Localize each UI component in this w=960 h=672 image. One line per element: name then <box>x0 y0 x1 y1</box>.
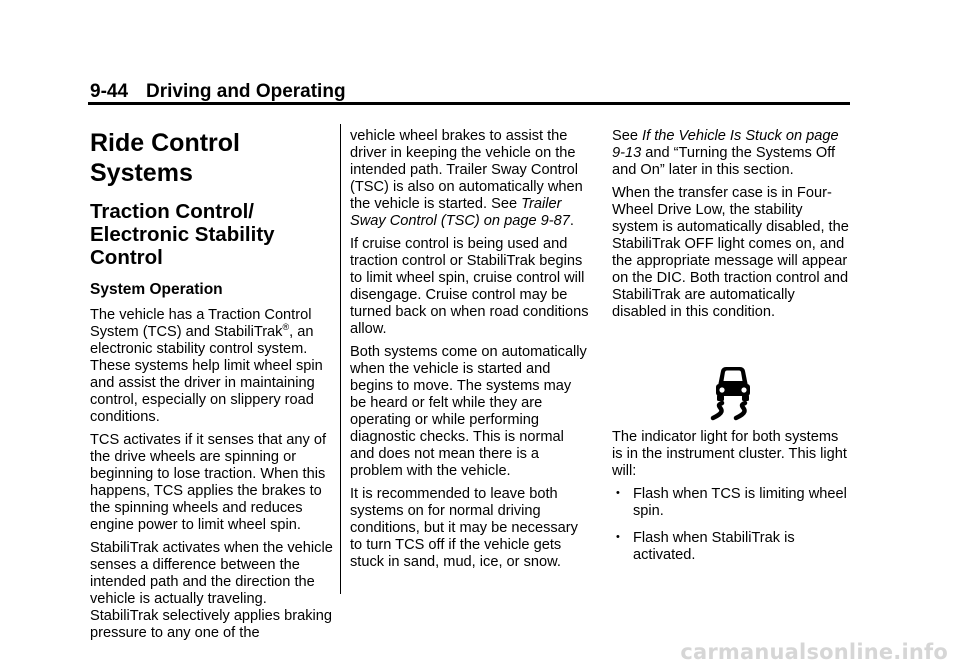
column-divider <box>340 124 341 594</box>
cross-reference: Trailer Sway Control (TSC) on page 9-87 <box>350 196 570 229</box>
car-skid-icon <box>708 363 758 421</box>
page-title: Ride Control Systems <box>90 129 240 187</box>
section-heading-line-2: Electronic Stability <box>90 223 275 246</box>
page-header <box>90 81 346 103</box>
list-item-text: Flash when StabiliTrak is activated. <box>633 530 795 563</box>
paragraph-text: , an electronic stability control system. These systems help limit wheel spin and assist the driver in maintaining control, especially on slippery road conditions. <box>90 324 323 425</box>
bullet-glyph: • <box>616 487 620 499</box>
bullet-list <box>612 486 852 564</box>
paragraph: If cruise control is being used and traction control or StabiliTrak begins to limit wheel spin, cruise control will disengage. Cruise control may be turned back on when road conditions allow. <box>350 236 589 337</box>
column-1 <box>90 128 335 642</box>
column-2 <box>350 128 590 571</box>
paragraph: TCS activates if it senses that any of the drive wheels are spinning or beginning to lose traction. When this happens, TCS applies the brakes to the spinning wheels and reduces engine power to limit wheel spin. <box>90 432 327 533</box>
section-title: Driving and Operating <box>146 81 346 102</box>
paragraph <box>350 128 590 230</box>
list-item <box>612 486 852 520</box>
stabilitrak-indicator-icon <box>708 363 852 429</box>
column-3 <box>612 128 852 574</box>
paragraph-text: . <box>569 213 574 229</box>
paragraph-text: See <box>612 128 643 144</box>
paragraph <box>612 128 852 179</box>
paragraph: StabiliTrak activates when the vehicle senses a difference between the intended path and the direction the vehicle is actually traveling. StabiliTrak selectively applies braking pressure to any one of the <box>90 540 333 641</box>
bullet-glyph: • <box>616 531 620 543</box>
watermark: carmanualsonline.info <box>680 640 948 664</box>
paragraph: The indicator light for both systems is in the instrument cluster. This light will: <box>612 429 847 479</box>
paragraph: Both systems come on automatically when the vehicle is started and begins to move. The systems may be heard or felt while they are operating or while performing diagnostic checks. This is normal and does not mean there is a problem with the vehicle. <box>350 344 587 479</box>
section-heading-line-1: Traction Control/ <box>90 200 254 223</box>
paragraph-text: vehicle wheel brakes to assist the driver in keeping the vehicle on the intended path. Trailer Sway Control (TSC) is also on automatically when the vehicle is started. See <box>350 128 583 212</box>
paragraph-text: and “Turning the Systems Off and On” later in this section. <box>612 145 836 178</box>
paragraph-text: The vehicle has a Traction Control System (TCS) and StabiliTrak <box>90 307 312 340</box>
header-rule <box>88 102 850 105</box>
section-heading-line-3: Control <box>90 246 163 269</box>
list-item-text: Flash when TCS is limiting wheel spin. <box>633 486 847 519</box>
paragraph: It is recommended to leave both systems on for normal driving conditions, but it may be necessary to turn TCS off if the vehicle gets stuck in sand, mud, ice, or snow. <box>350 486 578 570</box>
list-item <box>612 530 852 564</box>
section-heading <box>90 200 335 269</box>
subheading-system-operation: System Operation <box>90 281 223 298</box>
page-number: 9-44 <box>90 81 129 102</box>
paragraph <box>90 307 335 426</box>
cross-reference: If the Vehicle Is Stuck on page 9-13 <box>612 128 839 161</box>
registered-mark: ® <box>282 322 290 332</box>
paragraph: When the transfer case is in Four-Wheel Drive Low, the stability system is automatically disabled, the StabiliTrak OFF light comes on, and the appropriate message will appear on the DIC. Both traction control and StabiliTrak are automatically disabled in this condition. <box>612 185 849 320</box>
